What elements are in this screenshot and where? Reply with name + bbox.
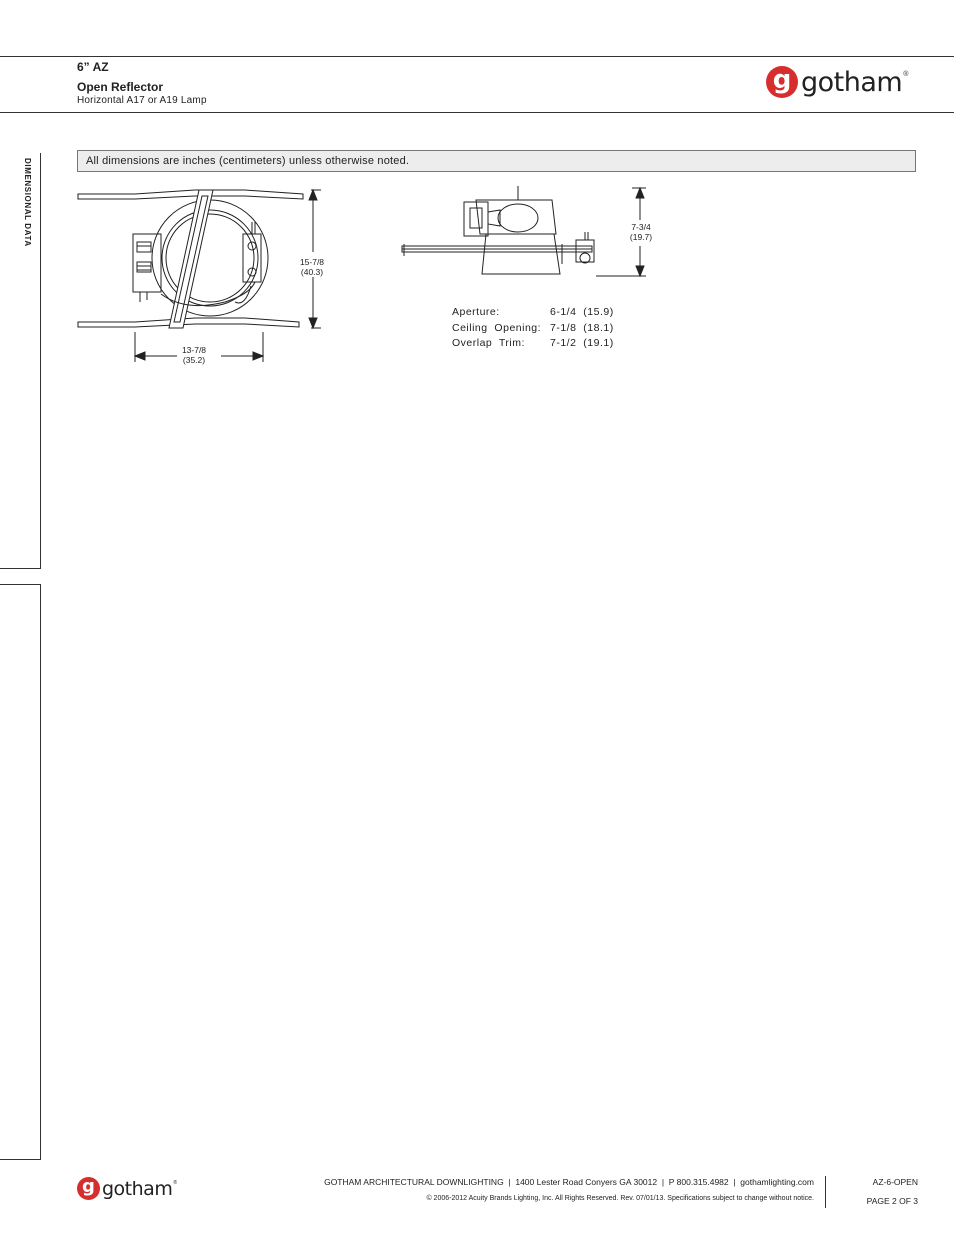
spec-row	[452, 321, 614, 337]
sidebar-label: DIMENSIONAL DATA	[23, 158, 32, 247]
header-top-rule	[0, 56, 954, 57]
spec-label-aperture: Aperture:	[452, 306, 500, 318]
footer-address: GOTHAM ARCHITECTURAL DOWNLIGHTING | 1400 Lester Road Conyers GA 30012 | P 800.315.4982 | gothamlighting.com	[324, 1177, 814, 1187]
plan-width-dimension	[174, 345, 214, 365]
side-height-inches: 7-3/4	[631, 222, 651, 232]
gotham-logo-wordmark: gotham	[801, 66, 903, 98]
side-view-drawing	[400, 182, 650, 282]
spec-value-aperture: 6-1/4 (15.9)	[550, 306, 614, 318]
footer-registered-mark: ®	[173, 1179, 178, 1186]
footer-divider	[825, 1176, 826, 1208]
plan-height-dimension	[292, 257, 332, 277]
spec-row	[452, 305, 614, 321]
plan-width-inches: 13-7/8	[181, 345, 207, 355]
plan-width-cm: (35.2)	[182, 355, 206, 365]
footer-gotham-logo-wordmark: gotham	[102, 1177, 173, 1200]
lamp-description: Horizontal A17 or A19 Lamp	[77, 95, 207, 106]
units-note: All dimensions are inches (centimeters) unless otherwise noted.	[77, 150, 916, 172]
product-title: 6” AZ	[77, 60, 109, 74]
header-bottom-rule	[0, 112, 954, 113]
side-height-dimension	[621, 222, 661, 242]
product-subtitle: Open Reflector	[77, 80, 164, 94]
plan-view-drawing	[75, 182, 335, 372]
spec-table	[452, 305, 614, 352]
document-code: AZ-6-OPEN	[872, 1177, 918, 1187]
plan-height-cm: (40.3)	[300, 267, 324, 277]
gotham-logo-icon: g	[766, 66, 798, 98]
sidebar-section-dimensional	[0, 153, 41, 569]
footer-gotham-logo-icon: g	[77, 1177, 100, 1200]
registered-mark: ®	[903, 70, 909, 78]
spec-row	[452, 336, 614, 352]
spec-value-overlap-trim: 7-1/2 (19.1)	[550, 337, 614, 349]
footer-gotham-logo	[77, 1177, 177, 1200]
spec-label-overlap-trim: Overlap Trim:	[452, 337, 525, 349]
plan-height-inches: 15-7/8	[299, 257, 325, 267]
spec-label-ceiling-opening: Ceiling Opening:	[452, 321, 542, 334]
page-number: PAGE 2 OF 3	[866, 1196, 918, 1206]
sidebar-section-blank	[0, 584, 41, 1160]
spec-value-ceiling-opening: 7-1/8 (18.1)	[550, 321, 614, 334]
side-height-cm: (19.7)	[629, 232, 653, 242]
gotham-logo	[766, 66, 908, 98]
footer-copyright: © 2006-2012 Acuity Brands Lighting, Inc. All Rights Reserved. Rev. 07/01/13. Specifications subject to change without notice.	[426, 1195, 814, 1202]
